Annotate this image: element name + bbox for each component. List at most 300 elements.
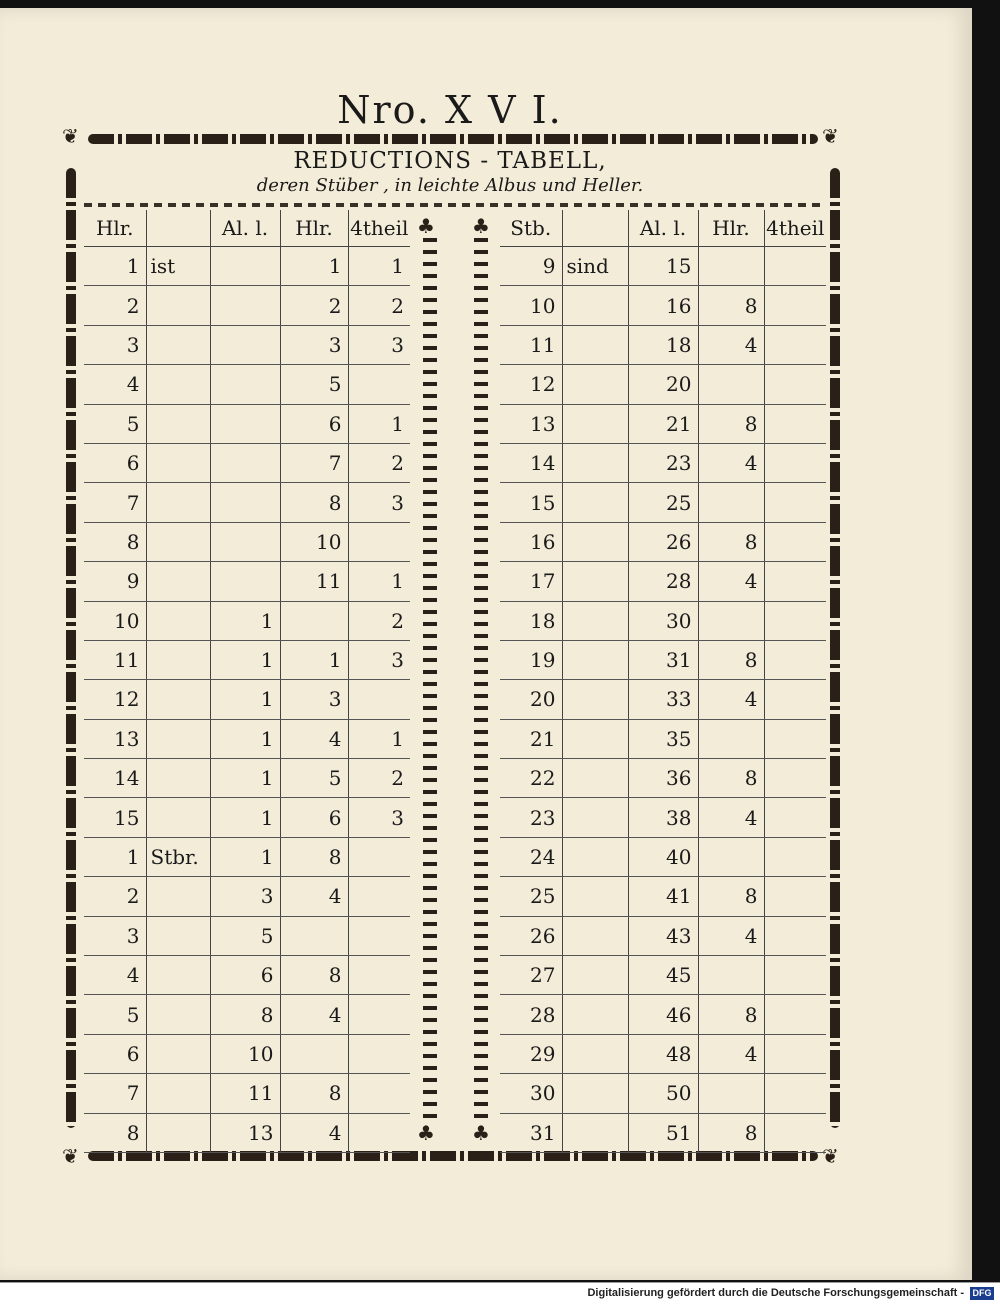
table-cell <box>146 1034 210 1073</box>
table-cell: 35 <box>628 719 698 758</box>
table-cell: 31 <box>500 1113 562 1152</box>
table-cell: 8 <box>698 404 764 443</box>
table-row <box>84 365 410 404</box>
table-row <box>84 483 410 522</box>
table-row <box>500 562 826 601</box>
table-cell: 46 <box>628 995 698 1034</box>
table-cell <box>764 365 826 404</box>
table-cell <box>562 286 628 325</box>
table-row <box>84 522 410 561</box>
table-cell: 10 <box>210 1034 280 1073</box>
column-header: 4theil <box>348 210 410 247</box>
table-cell: 22 <box>500 759 562 798</box>
table-row <box>500 798 826 837</box>
table-cell: 7 <box>84 1074 146 1113</box>
table-cell: 3 <box>348 483 410 522</box>
page-heading: Nro. X V I. <box>337 88 563 132</box>
table-cell: 23 <box>500 798 562 837</box>
table-cell <box>348 1034 410 1073</box>
table-cell: 15 <box>500 483 562 522</box>
table-cell <box>764 956 826 995</box>
table-cell: 13 <box>500 404 562 443</box>
table-row <box>84 325 410 364</box>
table-cell: 26 <box>628 522 698 561</box>
table-cell: 1 <box>210 798 280 837</box>
table-cell: 12 <box>84 680 146 719</box>
table-cell: 36 <box>628 759 698 798</box>
table-cell: Stbr. <box>146 837 210 876</box>
table-cell: 31 <box>628 640 698 679</box>
corner-ornament-icon: ❦ <box>62 1144 79 1168</box>
table-cell: 23 <box>628 443 698 482</box>
table-row <box>84 640 410 679</box>
table-row <box>84 443 410 482</box>
table-cell: 50 <box>628 1074 698 1113</box>
table-cell: 4 <box>698 680 764 719</box>
table-row <box>500 483 826 522</box>
table-cell: 1 <box>210 601 280 640</box>
table-cell: 11 <box>280 562 348 601</box>
corner-ornament-icon: ❦ <box>822 1144 839 1168</box>
footer-credit-text: Digitalisierung gefördert durch die Deutsche Forschungsgemeinschaft - <box>587 1287 964 1299</box>
table-cell: 28 <box>628 562 698 601</box>
table-cell: 4 <box>280 1113 348 1152</box>
table-cell <box>764 916 826 955</box>
frame-top-border <box>88 134 818 144</box>
table-cell: 1 <box>348 719 410 758</box>
table-cell: 10 <box>280 522 348 561</box>
table-cell <box>280 601 348 640</box>
table-cell: 4 <box>280 995 348 1034</box>
table-cell <box>562 759 628 798</box>
table-cell <box>764 877 826 916</box>
table-cell: 1 <box>210 719 280 758</box>
table-cell: 11 <box>84 640 146 679</box>
table-subtitle: deren Stüber , in leichte Albus und Heller. <box>256 175 644 196</box>
table-cell: 5 <box>210 916 280 955</box>
table-cell <box>146 404 210 443</box>
table-cell: 51 <box>628 1113 698 1152</box>
table-cell <box>146 995 210 1034</box>
table-cell <box>764 640 826 679</box>
table-cell <box>764 1034 826 1073</box>
table-row <box>84 719 410 758</box>
table-cell <box>764 680 826 719</box>
table-cell <box>210 247 280 286</box>
table-cell: 8 <box>698 640 764 679</box>
table-row <box>84 680 410 719</box>
table-cell <box>210 483 280 522</box>
table-cell: 6 <box>210 956 280 995</box>
table-cell <box>562 325 628 364</box>
table-row <box>500 365 826 404</box>
table-row <box>84 877 410 916</box>
table-cell: 1 <box>210 759 280 798</box>
table-row <box>500 1034 826 1073</box>
table-cell <box>764 443 826 482</box>
frame-right-border <box>830 168 840 1128</box>
table-row <box>84 995 410 1034</box>
table-cell <box>764 483 826 522</box>
table-cell <box>348 916 410 955</box>
table-cell: 16 <box>500 522 562 561</box>
table-cell <box>562 404 628 443</box>
table-cell: 1 <box>210 837 280 876</box>
column-header: Al. l. <box>628 210 698 247</box>
table-cell: 3 <box>348 798 410 837</box>
table-cell <box>698 247 764 286</box>
table-cell: 7 <box>84 483 146 522</box>
table-cell: 1 <box>210 640 280 679</box>
table-row <box>500 1113 826 1152</box>
table-row <box>84 1034 410 1073</box>
table-cell: 28 <box>500 995 562 1034</box>
table-cell <box>210 365 280 404</box>
table-cell: 20 <box>628 365 698 404</box>
table-cell: 2 <box>84 877 146 916</box>
table-cell: 1 <box>280 247 348 286</box>
table-cell: 1 <box>280 640 348 679</box>
table-cell: 8 <box>698 1113 764 1152</box>
table-cell <box>146 1113 210 1152</box>
table-row <box>84 1113 410 1152</box>
table-cell: 3 <box>280 325 348 364</box>
table-cell <box>562 837 628 876</box>
table-cell <box>562 719 628 758</box>
table-cell: 6 <box>280 798 348 837</box>
table-row <box>500 247 826 286</box>
table-cell <box>764 404 826 443</box>
table-cell: 2 <box>348 443 410 482</box>
table-row <box>500 325 826 364</box>
table-cell: 41 <box>628 877 698 916</box>
table-cell: 33 <box>628 680 698 719</box>
table-cell: 18 <box>500 601 562 640</box>
table-cell: 7 <box>280 443 348 482</box>
table-cell <box>764 522 826 561</box>
table-cell: 8 <box>698 759 764 798</box>
column-header: 4theil <box>764 210 826 247</box>
table-cell <box>348 995 410 1034</box>
table-cell: 8 <box>84 1113 146 1152</box>
table-cell: 4 <box>84 956 146 995</box>
table-cell <box>348 837 410 876</box>
table-cell: 25 <box>628 483 698 522</box>
table-row <box>500 680 826 719</box>
table-cell <box>698 483 764 522</box>
fleuron-icon: ♣ <box>472 1121 490 1145</box>
table-cell <box>562 365 628 404</box>
table-title: REDUCTIONS - TABELL, <box>293 148 607 174</box>
table-cell <box>562 877 628 916</box>
table-cell: 8 <box>698 995 764 1034</box>
title-ornament-line <box>84 203 824 207</box>
footer-bar <box>0 1282 1000 1305</box>
table-cell: 48 <box>628 1034 698 1073</box>
table-cell: 8 <box>280 837 348 876</box>
table-cell: 12 <box>500 365 562 404</box>
table-cell <box>146 877 210 916</box>
table-cell: 2 <box>348 601 410 640</box>
table-cell <box>348 1074 410 1113</box>
table-cell: 26 <box>500 916 562 955</box>
table-cell <box>562 483 628 522</box>
table-cell <box>764 719 826 758</box>
table-cell: 6 <box>280 404 348 443</box>
table-row <box>84 798 410 837</box>
table-row <box>500 640 826 679</box>
table-cell: 16 <box>628 286 698 325</box>
table-cell <box>210 325 280 364</box>
table-cell: 14 <box>84 759 146 798</box>
table-cell: 14 <box>500 443 562 482</box>
table-cell: 20 <box>500 680 562 719</box>
table-cell: 15 <box>628 247 698 286</box>
table-cell: 4 <box>698 1034 764 1073</box>
table-cell <box>764 759 826 798</box>
column-header: Stb. <box>500 210 562 247</box>
table-row <box>500 286 826 325</box>
table-cell: 5 <box>84 995 146 1034</box>
table-cell: 9 <box>500 247 562 286</box>
table-cell: 4 <box>698 562 764 601</box>
table-cell <box>146 325 210 364</box>
table-row <box>84 562 410 601</box>
table-row <box>500 995 826 1034</box>
table-cell: 4 <box>84 365 146 404</box>
column-header: Hlr. <box>84 210 146 247</box>
table-cell <box>698 601 764 640</box>
table-row <box>500 719 826 758</box>
table-cell: 3 <box>280 680 348 719</box>
frame-left-border <box>66 168 76 1128</box>
table-cell <box>562 1034 628 1073</box>
table-cell <box>348 1113 410 1152</box>
table-cell <box>280 1034 348 1073</box>
table-row <box>500 601 826 640</box>
table-cell <box>698 837 764 876</box>
table-cell: 8 <box>280 1074 348 1113</box>
frame-middle-divider-right <box>474 238 488 1118</box>
table-cell <box>562 680 628 719</box>
table-cell: 1 <box>348 562 410 601</box>
column-header <box>146 210 210 247</box>
table-cell <box>146 562 210 601</box>
table-cell: 10 <box>84 601 146 640</box>
table-cell <box>348 680 410 719</box>
table-cell: 15 <box>84 798 146 837</box>
fleuron-icon: ♣ <box>417 214 435 238</box>
table-cell: 8 <box>698 877 764 916</box>
table-row <box>84 837 410 876</box>
table-cell: 2 <box>348 759 410 798</box>
column-header <box>562 210 628 247</box>
table-cell <box>698 719 764 758</box>
table-cell: 3 <box>84 325 146 364</box>
table-cell: 3 <box>348 325 410 364</box>
table-row <box>500 837 826 876</box>
table-cell: 1 <box>84 247 146 286</box>
table-cell: 6 <box>84 443 146 482</box>
table-cell: 9 <box>84 562 146 601</box>
table-cell <box>146 640 210 679</box>
table-cell: 2 <box>348 286 410 325</box>
table-cell: 19 <box>500 640 562 679</box>
table-row <box>500 404 826 443</box>
table-cell: 17 <box>500 562 562 601</box>
table-row <box>84 601 410 640</box>
table-cell: 11 <box>210 1074 280 1113</box>
right-conversion-table <box>500 210 826 1153</box>
table-row <box>84 404 410 443</box>
table-cell <box>210 522 280 561</box>
table-cell <box>764 1113 826 1152</box>
table-cell: 25 <box>500 877 562 916</box>
table-cell: 21 <box>500 719 562 758</box>
table-cell: 27 <box>500 956 562 995</box>
fleuron-icon: ♣ <box>417 1121 435 1145</box>
table-cell: 5 <box>84 404 146 443</box>
table-row <box>500 522 826 561</box>
table-cell: 1 <box>210 680 280 719</box>
table-cell: 4 <box>280 719 348 758</box>
column-header: Hlr. <box>280 210 348 247</box>
table-cell <box>146 759 210 798</box>
table-cell: 38 <box>628 798 698 837</box>
table-cell: 8 <box>280 483 348 522</box>
table-cell: 29 <box>500 1034 562 1073</box>
table-cell: 2 <box>280 286 348 325</box>
table-cell <box>146 286 210 325</box>
table-row <box>84 956 410 995</box>
frame-middle-divider-left <box>423 238 437 1118</box>
table-cell <box>562 601 628 640</box>
table-cell <box>698 1074 764 1113</box>
table-cell: 8 <box>698 286 764 325</box>
table-cell: 24 <box>500 837 562 876</box>
table-cell: 1 <box>84 837 146 876</box>
table-cell: 30 <box>500 1074 562 1113</box>
table-cell: 4 <box>698 798 764 837</box>
dfg-logo: DFG <box>970 1287 994 1300</box>
table-cell: 4 <box>698 325 764 364</box>
table-cell: 18 <box>628 325 698 364</box>
table-cell <box>146 719 210 758</box>
table-row <box>500 759 826 798</box>
table-cell: 43 <box>628 916 698 955</box>
table-cell <box>562 443 628 482</box>
table-cell <box>562 1074 628 1113</box>
table-cell: 4 <box>698 916 764 955</box>
table-row <box>500 1074 826 1113</box>
fleuron-icon: ♣ <box>472 214 490 238</box>
table-cell: sind <box>562 247 628 286</box>
column-header: Hlr. <box>698 210 764 247</box>
table-cell <box>348 877 410 916</box>
table-cell <box>764 837 826 876</box>
table-cell <box>764 247 826 286</box>
table-cell <box>280 916 348 955</box>
table-cell: 21 <box>628 404 698 443</box>
table-cell <box>764 325 826 364</box>
table-cell: 8 <box>210 995 280 1034</box>
table-cell: 10 <box>500 286 562 325</box>
table-cell: 3 <box>210 877 280 916</box>
table-cell: 4 <box>280 877 348 916</box>
table-cell <box>348 365 410 404</box>
table-cell: 8 <box>280 956 348 995</box>
table-row <box>84 759 410 798</box>
table-row <box>84 1074 410 1113</box>
table-row <box>84 286 410 325</box>
table-cell <box>348 522 410 561</box>
table-cell: 11 <box>500 325 562 364</box>
table-row <box>500 956 826 995</box>
table-cell <box>764 798 826 837</box>
table-cell <box>146 916 210 955</box>
table-cell <box>146 680 210 719</box>
table-cell <box>562 562 628 601</box>
table-cell <box>764 1074 826 1113</box>
corner-ornament-icon: ❦ <box>822 124 839 148</box>
table-cell <box>210 562 280 601</box>
table-cell: 2 <box>84 286 146 325</box>
table-row <box>500 443 826 482</box>
table-cell: 30 <box>628 601 698 640</box>
table-cell <box>562 522 628 561</box>
table-cell <box>210 286 280 325</box>
table-cell <box>562 798 628 837</box>
table-cell <box>764 601 826 640</box>
table-cell <box>146 956 210 995</box>
table-row <box>500 877 826 916</box>
table-row <box>500 916 826 955</box>
table-cell <box>764 562 826 601</box>
table-cell: 5 <box>280 365 348 404</box>
table-cell <box>698 365 764 404</box>
table-cell: 8 <box>84 522 146 561</box>
table-cell <box>146 443 210 482</box>
table-cell: 40 <box>628 837 698 876</box>
table-cell <box>562 640 628 679</box>
table-cell: 8 <box>698 522 764 561</box>
table-cell <box>348 956 410 995</box>
table-row <box>84 916 410 955</box>
table-cell <box>210 404 280 443</box>
table-cell: 3 <box>348 640 410 679</box>
scanned-page <box>0 8 972 1280</box>
table-cell: 45 <box>628 956 698 995</box>
corner-ornament-icon: ❦ <box>62 124 79 148</box>
table-cell <box>210 443 280 482</box>
column-header: Al. l. <box>210 210 280 247</box>
table-cell: 1 <box>348 247 410 286</box>
table-cell <box>698 956 764 995</box>
table-cell: 6 <box>84 1034 146 1073</box>
table-cell: 1 <box>348 404 410 443</box>
table-cell: 13 <box>84 719 146 758</box>
table-cell: 3 <box>84 916 146 955</box>
table-cell <box>146 1074 210 1113</box>
table-cell <box>146 601 210 640</box>
left-conversion-table <box>84 210 410 1153</box>
table-cell <box>764 995 826 1034</box>
table-cell: 13 <box>210 1113 280 1152</box>
table-cell <box>562 1113 628 1152</box>
table-cell <box>562 916 628 955</box>
table-cell <box>562 995 628 1034</box>
table-cell: 5 <box>280 759 348 798</box>
